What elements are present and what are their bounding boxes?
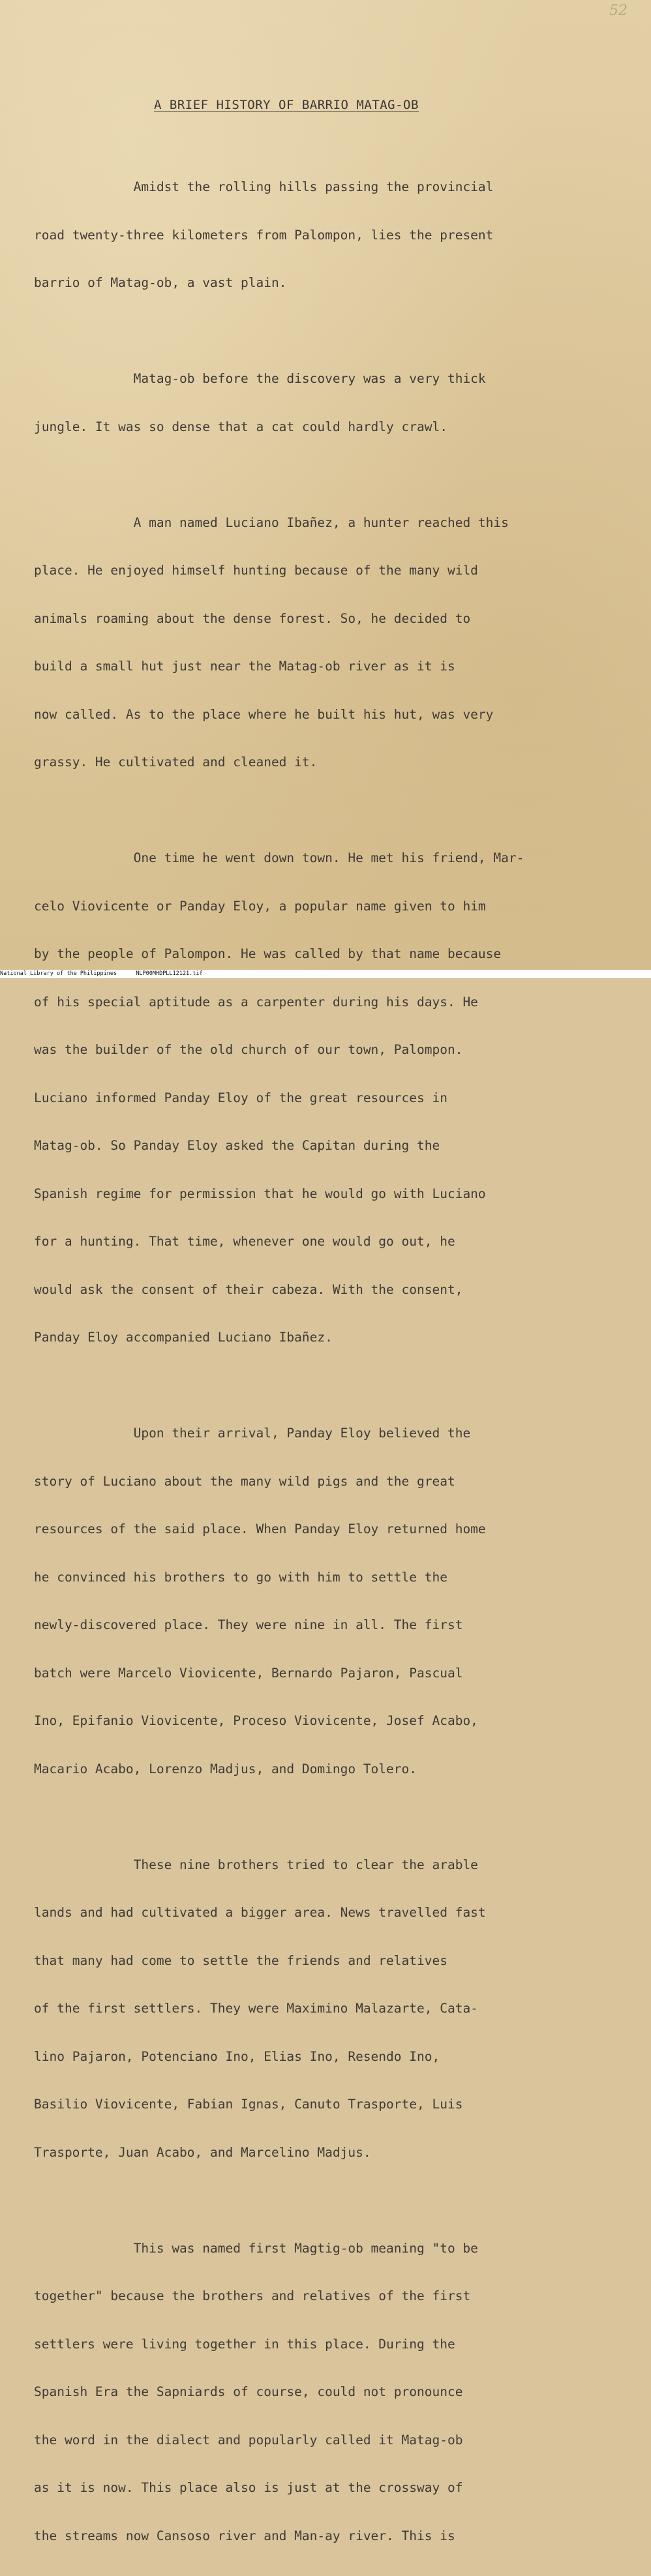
text-line: now called. As to the place where he built his hut, was very [34, 707, 614, 723]
text-line: together" because the brothers and relatives of the first [34, 2288, 614, 2305]
text-line: the word in the dialect and popularly called it Matag-ob [34, 2433, 614, 2449]
footer-institution: National Library of the Philippines [0, 970, 117, 977]
text-line: batch were Marcelo Viovicente, Bernardo Pajaron, Pascual [34, 1666, 614, 1682]
text-line: This was named first Magtig-ob meaning "to be [34, 2241, 614, 2257]
text-line: the streams now Cansoso river and Man-ay river. This is [34, 2528, 614, 2545]
text-line: grassy. He cultivated and cleaned it. [34, 755, 614, 771]
text-line: jungle. It was so dense that a cat could hardly crawl. [34, 419, 614, 436]
text-line: Panday Eloy accompanied Luciano Ibañez. [34, 1330, 614, 1346]
paragraph-2 [34, 339, 614, 467]
text-line: was the builder of the old church of our town, Palompon. [34, 1042, 614, 1058]
text-line: barrio of Matag-ob, a vast plain. [34, 275, 614, 292]
paragraph-1 [34, 147, 614, 323]
paragraph-6 [34, 1825, 614, 2193]
footer-file-id: NLP00MHDPLL12121.tif [136, 970, 202, 977]
text-line: story of Luciano about the many wild pigs and the great [34, 1474, 614, 1490]
paragraph-3 [34, 483, 614, 803]
text-line: Upon their arrival, Panday Eloy believed the [34, 1426, 614, 1442]
text-line: These nine brothers tried to clear the arable [34, 1857, 614, 1874]
text-line: newly-discovered place. They were nine in all. The first [34, 1617, 614, 1634]
text-line: Matag-ob before the discovery was a very thick [34, 371, 614, 387]
text-line: A man named Luciano Ibañez, a hunter reached this [34, 515, 614, 532]
document-body [34, 147, 614, 956]
text-line: would ask the consent of their cabeza. With the consent, [34, 1282, 614, 1298]
text-line: Basilio Viovicente, Fabian Ignas, Canuto Trasporte, Luis [34, 2097, 614, 2113]
text-line: animals roaming about the dense forest. So, he decided to [34, 611, 614, 627]
document-title: A BRIEF HISTORY OF BARRIO MATAG-OB [154, 98, 493, 112]
text-line: lands and had cultivated a bigger area. News travelled fast [34, 1905, 614, 1921]
text-line: lino Pajaron, Potenciano Ino, Elias Ino, Resendo Ino, [34, 2049, 614, 2065]
text-line: by the people of Palompon. He was called by that name because [34, 946, 614, 963]
document-page [0, 0, 651, 978]
text-line: Trasporte, Juan Acabo, and Marcelino Madjus. [34, 2145, 614, 2161]
text-line: Macario Acabo, Lorenzo Madjus, and Domingo Tolero. [34, 1761, 614, 1778]
text-line: celo Viovicente or Panday Eloy, a popular name given to him [34, 899, 614, 915]
text-line: build a small hut just near the Matag-ob river as it is [34, 659, 614, 675]
text-line: Spanish Era the Sapniards of course, could not pronounce [34, 2384, 614, 2401]
text-line: road twenty-three kilometers from Palompon, lies the present [34, 228, 614, 244]
text-line: Amidst the rolling hills passing the provincial [34, 179, 614, 196]
text-line: place. He enjoyed himself hunting because of the many wild [34, 563, 614, 579]
text-line: Ino, Epifanio Viovicente, Proceso Viovicente, Josef Acabo, [34, 1713, 614, 1730]
text-line: Luciano informed Panday Eloy of the great resources in [34, 1090, 614, 1107]
paragraph-7 [34, 2209, 614, 2576]
text-line: of the first settlers. They were Maximino Malazarte, Cata- [34, 2001, 614, 2017]
text-line: of his special aptitude as a carpenter during his days. He [34, 995, 614, 1011]
text-line: as it is now. This place also is just at the crossway of [34, 2480, 614, 2496]
text-line: for a hunting. That time, whenever one would go out, he [34, 1234, 614, 1250]
text-line: settlers were living together in this place. During the [34, 2337, 614, 2353]
text-line: he convinced his brothers to go with him to settle the [34, 1570, 614, 1586]
text-line: One time he went down town. He met his friend, Mar- [34, 850, 614, 867]
text-line: resources of the said place. When Panday Eloy returned home [34, 1521, 614, 1538]
paragraph-5 [34, 1394, 614, 1809]
text-line: Matag-ob. So Panday Eloy asked the Capitan during the [34, 1138, 614, 1154]
text-line: that many had come to settle the friends and relatives [34, 1953, 614, 1969]
text-line: Spanish regime for permission that he would go with Luciano [34, 1186, 614, 1203]
page-number: 52 [609, 3, 628, 19]
paragraph-4 [34, 818, 614, 1378]
scan-footer [0, 970, 651, 978]
